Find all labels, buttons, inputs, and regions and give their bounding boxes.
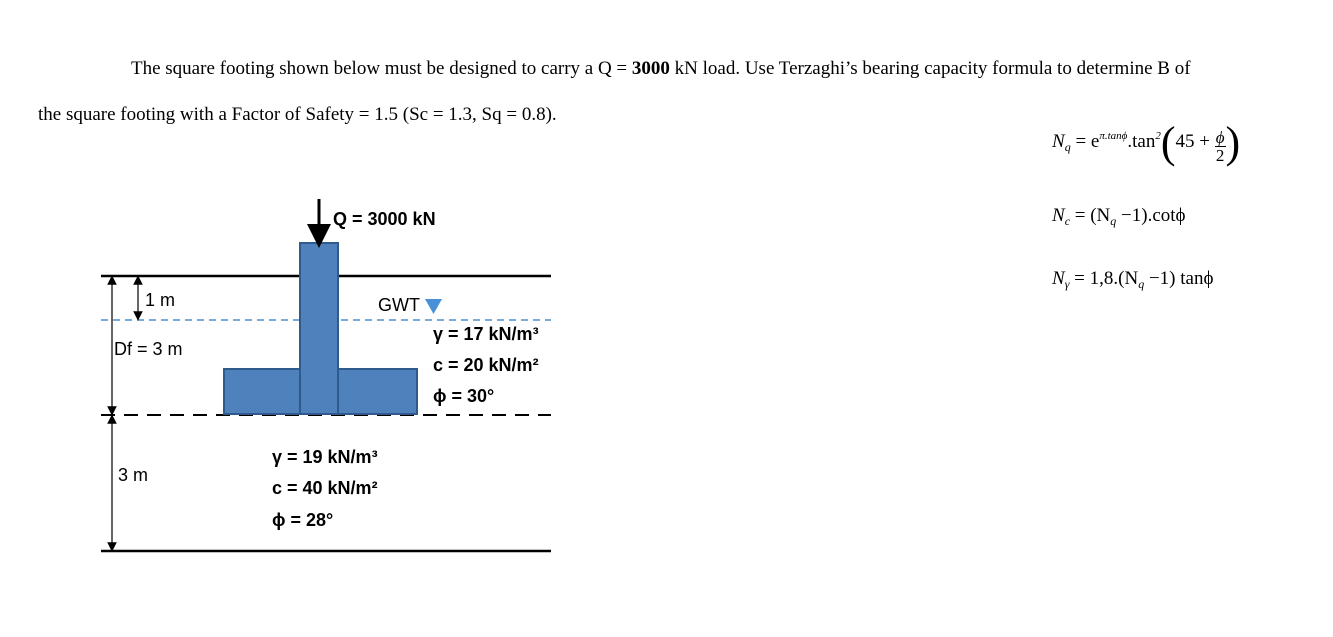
ngamma-rhs-b: −1) tanϕ xyxy=(1144,268,1214,289)
upper-gamma: γ = 17 kN/m³ xyxy=(433,324,539,344)
gwt-label: GWT xyxy=(378,295,420,315)
formula-nq xyxy=(1052,118,1241,167)
nc-sub-q: q xyxy=(1110,214,1117,228)
load-value: 3000 xyxy=(631,58,670,79)
nq-sub: q xyxy=(1064,140,1071,154)
dim-df-label: Df = 3 m xyxy=(114,339,183,359)
nc-rhs-a: = (N xyxy=(1070,205,1111,226)
nc-symbol: N xyxy=(1052,205,1065,226)
formula-nc xyxy=(1052,205,1186,229)
left-paren-icon: ( xyxy=(1160,118,1176,167)
nq-equals: = e xyxy=(1070,131,1100,152)
lower-cohesion: c = 40 kN/m² xyxy=(272,478,378,498)
lower-phi: ϕ = 28° xyxy=(272,510,334,530)
nq-exponent: π.tanϕ xyxy=(1099,130,1128,142)
footing-column xyxy=(300,243,338,414)
ngamma-rhs-a: = 1,8.(N xyxy=(1069,268,1139,289)
dim-3m-label: 3 m xyxy=(118,465,149,485)
nq-inner: 45 + xyxy=(1175,131,1215,152)
ngamma-sub-q: q xyxy=(1138,277,1145,291)
nq-symbol: N xyxy=(1052,131,1065,152)
frac-den: 2 xyxy=(1215,146,1225,165)
right-paren-icon: ) xyxy=(1225,118,1241,167)
nc-rhs-b: −1).cotϕ xyxy=(1116,205,1186,226)
nq-tan: .tan xyxy=(1127,131,1156,152)
gwt-triangle-icon xyxy=(425,299,442,314)
problem-text-b: kN load. Use Terzaghi’s bearing capacity formula to determine B of xyxy=(669,58,1191,79)
upper-cohesion: c = 20 kN/m² xyxy=(433,355,539,375)
formula-ngamma xyxy=(1052,268,1213,292)
ngamma-sub: γ xyxy=(1064,277,1070,291)
lower-gamma: γ = 19 kN/m³ xyxy=(272,447,378,467)
problem-text-a: The square footing shown below must be designed to carry a Q = xyxy=(131,58,632,79)
frac-num: ϕ xyxy=(1215,128,1225,147)
load-label: Q = 3000 kN xyxy=(333,209,436,229)
nq-tan-power: 2 xyxy=(1155,130,1161,142)
ngamma-symbol: N xyxy=(1052,268,1065,289)
problem-statement-line-2: the square footing with a Factor of Safety = 1.5 (Sc = 1.3, Sq = 0.8). xyxy=(38,104,557,125)
nc-sub: c xyxy=(1064,214,1071,228)
phi-over-two xyxy=(1215,129,1226,164)
upper-phi: ϕ = 30° xyxy=(433,386,495,406)
dim-1m-label: 1 m xyxy=(145,290,176,310)
